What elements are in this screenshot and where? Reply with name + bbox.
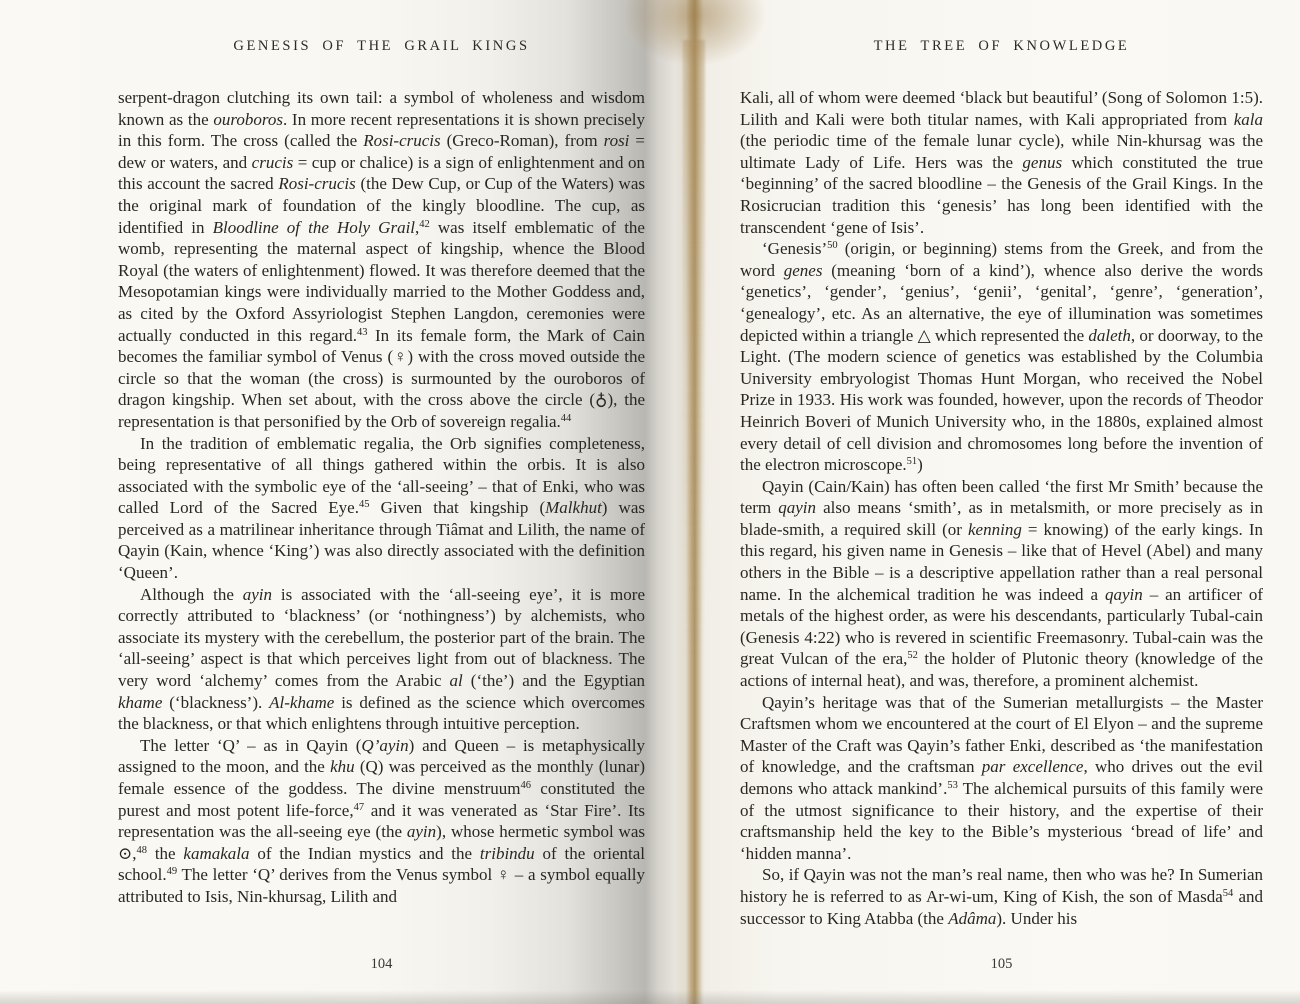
paragraph — [740, 476, 1263, 692]
text-run: daleth — [1088, 325, 1131, 345]
text-run: which constituted the true ‘beginning’ of the sacred bloodline – the Genesis of the Grail Kings. In the Rosicrucian tradition this ‘genesis’ has long been identified with the transcendent ‘gene of Isis’. — [740, 152, 1263, 237]
paragraph — [740, 692, 1263, 865]
text-run: . In more recent representations it is shown precisely in this form. The cross (called the — [118, 109, 645, 151]
text-run: In its female form, the Mark of Cain becomes the familiar symbol of Venus (♀) with the cross moved outside the circle so that the woman (the cross) is surmounted by the ouroboros of dragon kingship. When set about, with the cross above the circle (♁), the representation is that personified by the Orb of sovereign regalia. — [118, 325, 645, 431]
footnote-marker: 53 — [947, 780, 958, 791]
footnote-marker: 54 — [1222, 887, 1234, 899]
text-run: was itself emblematic of the womb, representing the maternal aspect of kingship, whence the Blood Royal (the waters of enlightenment) flowed. It was therefore deemed that the Mesopotamian kings were individually married to the Mother Goddess and, as cited by the Oxford Assyriologist Stephen Langdon, ceremonies were actually conducted in this regard. — [118, 217, 645, 345]
left-page-number: 104 — [370, 956, 393, 972]
text-run: serpent-dragon clutching its own tail: a symbol of wholeness and wisdom known as the — [118, 88, 645, 129]
text-run: of the Indian mystics and the — [249, 843, 480, 863]
text-run: , or doorway, to the Light. (The modern science of genetics was established by the Columbia University embryologist Thomas Hunt Morgan, who received the Nobel Prize in 1933. His work was founded, however, upon the records of Theodor Heinrich Boveri of Munich University who, in the 1880s, explained almost every detail of cell division and chromosomes long before the invention of the electron microscope. — [740, 325, 1263, 475]
footnote-marker: 48 — [136, 844, 147, 856]
text-run: ), whose hermetic symbol was ⊙, — [118, 822, 645, 863]
text-run: – an artificer of metals of the highest order, as were his descendants, particularly Tubal-cain (Genesis 4:22) who is revered in scientific Freemasonry. Tubal-cain was the great Vulcan of the era, — [740, 584, 1263, 669]
text-run: (origin, or beginning) stems from the Greek, and from the word — [740, 239, 1263, 280]
footnote-marker: 47 — [353, 801, 365, 813]
text-run: ‘Genesis’ — [762, 239, 828, 259]
text-run: = knowing) of the early kings. In this regard, his given name in Genesis – like that of Hevel (Abel) and many others in the Bible – is a descriptive appellation rather than a real personal name. In the alchemical tradition he was indeed a — [740, 519, 1263, 604]
paragraph — [740, 87, 1263, 238]
text-run: crucis — [251, 152, 294, 172]
text-run: = cup or chalice) is a sign of enlightenment and on this account the sacred — [118, 152, 645, 194]
text-run: qayin — [778, 498, 817, 518]
paragraph — [118, 735, 645, 908]
paragraph — [118, 87, 645, 433]
paragraph — [118, 584, 645, 735]
text-run: So, if Qayin was not the man’s real name, then who was he? In Sumerian history he is referred to as Ar-wi-um, King of Kish, the son of Masda — [740, 865, 1263, 906]
text-run: ) and Queen – is metaphysically assigned to the moon, and the — [118, 735, 645, 777]
text-run: (Greco-Roman), from — [440, 131, 604, 151]
text-run: Al-khame — [269, 692, 335, 712]
text-run: Given that kingship ( — [369, 498, 546, 518]
text-run: al — [449, 671, 463, 691]
text-run: also means ‘smith’, as in metalsmith, or more precisely as in blade-smith, a required skill (or — [740, 498, 1263, 539]
text-run: par excellence — [981, 757, 1084, 777]
paragraph — [740, 238, 1263, 476]
text-run: kala — [1233, 109, 1263, 129]
text-run: Rosi-crucis — [363, 131, 441, 151]
paragraph — [740, 864, 1263, 929]
text-run: tribindu — [479, 843, 535, 863]
text-run: Although the — [140, 584, 243, 604]
text-run: genes — [783, 260, 823, 280]
text-run: kenning — [968, 519, 1022, 539]
footnote-marker: 50 — [827, 240, 838, 252]
text-run: (the Dew Cup, or Cup of the Waters) was the original mark of foundation of the kingly bloodline. The cup, as identified in — [118, 174, 645, 237]
right-page-number: 105 — [990, 956, 1013, 972]
paragraph — [118, 433, 645, 584]
text-run: ). Under his — [996, 908, 1078, 928]
spine-crease-shadow — [683, 40, 705, 660]
footnote-marker: 46 — [520, 780, 531, 791]
text-run: qayin — [1104, 584, 1143, 604]
text-run: of the oriental school. — [118, 843, 645, 885]
footnote-marker: 42 — [419, 218, 430, 230]
footnote-marker: 45 — [358, 499, 370, 511]
text-run: the — [147, 843, 184, 863]
footnote-marker: 44 — [560, 412, 572, 424]
text-run: = dew or waters, and — [118, 131, 645, 172]
text-run: Qayin (Cain/Kain) has often been called ‘the first Mr Smith’ because the term — [740, 476, 1263, 518]
text-run: is associated with the ‘all-seeing eye’, it is more correctly attributed to ‘blackness’ (or ‘nothingness’) by alchemists, who associate its mystery with the cerebellum, the posterior part of the brain. The ‘all-seeing’ aspect is that which perceives light from out of blackness. The very word ‘alchemy’ comes from the Arabic — [118, 584, 645, 691]
text-run: (‘the’) and the Egyptian — [462, 671, 645, 691]
text-run: ayin — [406, 822, 437, 842]
text-run: (meaning ‘born of a kind’), whence also derive the words ‘genetics’, ‘gender’, ‘genius’, ‘genii’, ‘genital’, ‘genre’, ‘generation’, ‘genealogy’, etc. As an alternative, the eye of illumination was sometimes depicted within a triangle △ which represented the — [740, 260, 1263, 345]
text-run: , who drives out the evil demons who attack mankind’. — [740, 757, 1263, 798]
text-run: genus — [1022, 152, 1063, 172]
text-run: ouroboros — [213, 109, 283, 129]
text-run: ) was perceived as a matrilinear inheritance through Tiâmat and Lilith, the name of Qayin (Kain, whence ‘King’) was also directly associated with the definition ‘Queen’. — [118, 498, 645, 583]
text-run: khame — [118, 692, 163, 712]
left-page — [118, 0, 645, 1004]
text-run: Bloodline of the Holy Grail — [212, 217, 416, 237]
photo-bottom-edge — [0, 990, 1300, 1004]
text-run: , — [415, 217, 420, 237]
text-run: In the tradition of emblematic regalia, the Orb signifies completeness, being representative of all things gathered within the orbis. It is also associated with the symbolic eye of the ‘all-seeing’ – that of Enki, who was called Lord of the Sacred Eye. — [118, 433, 645, 518]
text-run: ) — [917, 455, 923, 475]
text-run: Adâma — [948, 908, 997, 928]
text-run: kamakala — [183, 843, 250, 863]
text-run: Qayin’s heritage was that of the Sumerian metallurgists – the Master Craftsmen whom we encountered at the court of El Elyon – and the supreme Master of the Craft was Qayin’s father Enki, described as ‘the manifestation of knowledge, and the craftsman — [740, 692, 1263, 777]
right-running-header: THE TREE OF KNOWLEDGE — [873, 38, 1130, 54]
footnote-marker: 51 — [906, 456, 918, 468]
text-run: the holder of Plutonic theory (knowledge of the actions of internal heat), and was, therefore, a prominent alchemist. — [740, 649, 1263, 691]
text-run: Kali, all of whom were deemed ‘black but beautiful’ (Song of Solomon 1:5). Lilith and Kali were both titular names, with Kali appropriated from — [740, 88, 1263, 129]
text-run: is defined as the science which overcomes the blackness, or that which enlightens through intuitive perception. — [118, 692, 645, 734]
text-run: Rosi-crucis — [278, 174, 356, 194]
text-run: khu — [330, 757, 355, 777]
text-run: constituted the purest and most potent life-force, — [118, 779, 645, 820]
text-run: The alchemical pursuits of this family were of the utmost significance to their history, and the expertise of their craftsmanship held the key to the Bible’s mysterious ‘bread of life’ and ‘hidden manna’. — [740, 779, 1263, 863]
text-run: Q’ayin — [361, 735, 409, 755]
text-run: rosi — [603, 131, 630, 151]
text-run: (Q) was perceived as the monthly (lunar) female essence of the goddess. The divine menstruum — [118, 757, 645, 798]
text-run: and it was venerated as ‘Star Fire’. Its representation was the all-seeing eye (the — [118, 800, 645, 842]
text-run: Malkhut — [545, 498, 602, 518]
left-page-body — [118, 87, 645, 959]
text-run: ayin — [242, 584, 273, 604]
text-run: (‘blackness’). — [162, 692, 270, 712]
text-run: The letter ‘Q’ – as in Qayin ( — [140, 735, 362, 755]
footnote-marker: 49 — [166, 866, 178, 878]
text-run: and successor to King Atabba (the — [740, 886, 1263, 928]
left-running-header: GENESIS OF THE GRAIL KINGS — [233, 38, 530, 54]
right-page — [740, 0, 1263, 1004]
footnote-marker: 52 — [907, 650, 918, 662]
right-page-body — [740, 87, 1263, 959]
footnote-marker: 43 — [357, 326, 368, 338]
text-run: (the periodic time of the female lunar cycle), while Nin-khursag was the ultimate Lady of Life. Hers was the — [740, 131, 1263, 172]
text-run: The letter ‘Q’ derives from the Venus symbol ♀ – a symbol equally attributed to Isis, Nin-khursag, Lilith and — [118, 865, 645, 906]
